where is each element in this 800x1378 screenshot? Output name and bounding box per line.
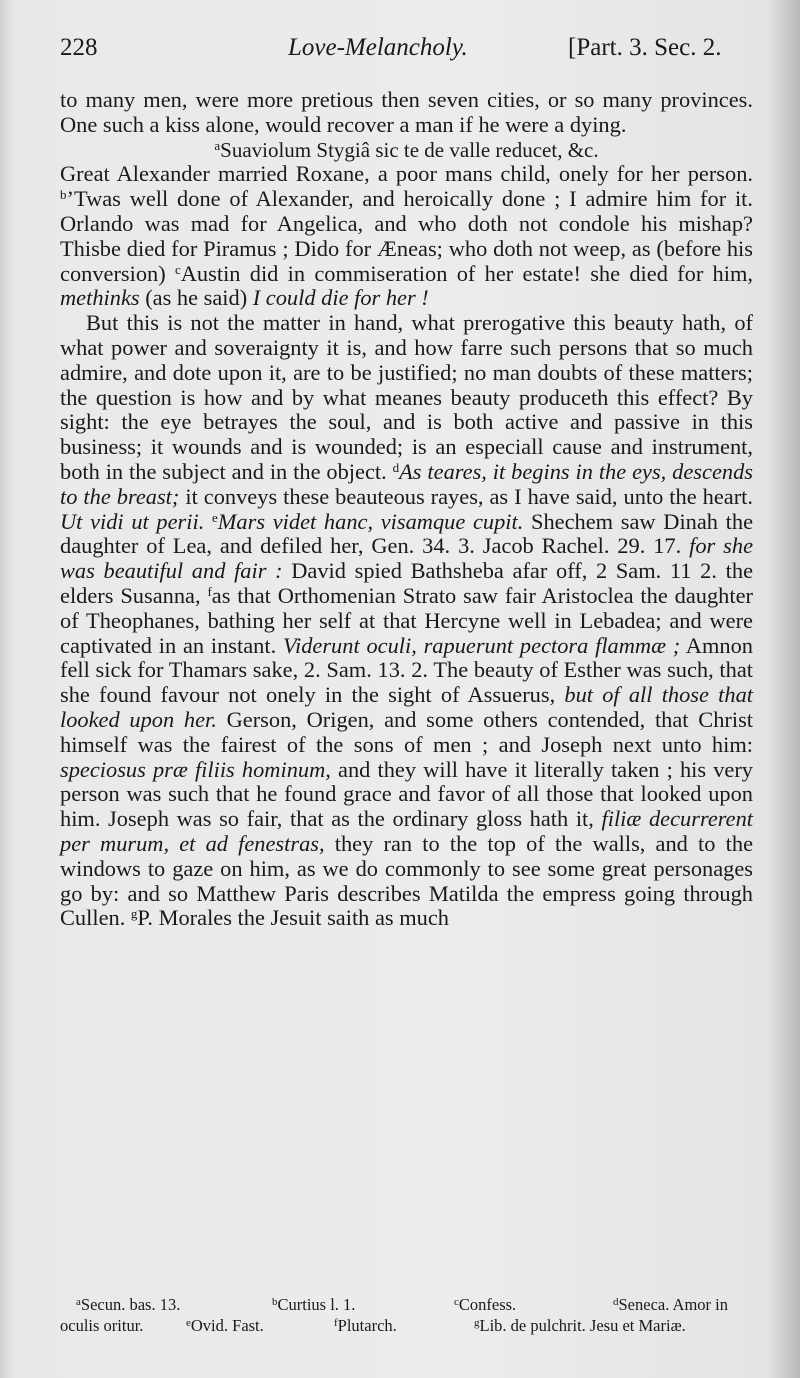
italic-run: Mars videt hanc, visamque cupit. bbox=[217, 508, 524, 534]
footnote-c-text: Confess. bbox=[458, 1295, 517, 1314]
footnote-marker-c: c bbox=[174, 261, 181, 277]
footnote-d-text: Seneca. Amor in bbox=[618, 1295, 729, 1314]
footnote-b bbox=[272, 1294, 355, 1315]
page-number: 228 bbox=[60, 34, 98, 61]
footnote-marker-e: e bbox=[212, 509, 218, 525]
footnote-marker-d: d bbox=[392, 459, 400, 475]
italic-run: methinks bbox=[60, 285, 140, 311]
text-run: Great Alexander married Roxane, a poor mans child, onely for her person. bbox=[60, 161, 753, 187]
footnote-f bbox=[334, 1315, 397, 1336]
text-run bbox=[204, 509, 212, 534]
italic-run: As teares, it begins in the eys, descends to the breast; bbox=[60, 458, 753, 509]
italic-run: Viderunt oculi, rapuerunt pectora flammæ ; bbox=[282, 632, 681, 658]
footnote-d bbox=[613, 1294, 728, 1315]
footnote-b-text: Curtius l. 1. bbox=[277, 1295, 356, 1314]
text-run: But this is not the matter in hand, what prerogative this beauty hath, of what power and soveraignty it is, and how farre such persons that so much admire, and dote upon it, are to be justified; no man doubts of these matters; the question is how and by what meanes beauty produceth this effect? By sight: the eye betrayes the soul, and is both active and passive in this business; it wounds and is wounded; is an especiall cause and instrument, both in the subject and in the object. bbox=[60, 310, 753, 484]
italic-run: for she was beautiful and fair : bbox=[60, 533, 754, 584]
footnote-g bbox=[474, 1315, 686, 1336]
text-run: ’Twas well done of Alexander, and heroically done ; I admire him for it. Orlando was mad for Angelica, and who doth not condole his mishap? Thisbe died for Piramus ; Dido for Æneas; who doth not weep, as (before his conversion) bbox=[60, 186, 753, 286]
italic-run: speciosus præ filiis hominum, bbox=[60, 756, 331, 782]
italic-run: Ut vidi ut perii. bbox=[60, 508, 205, 534]
text-run: they ran to the top of the walls, and to the windows to gaze on him, as we do commonly to see some great personages go by: and so Matthew Paris describes Matilda the empress going through Cullen. bbox=[60, 830, 754, 931]
footnote-f-text: Plutarch. bbox=[337, 1316, 397, 1335]
footnote-d-marker: d bbox=[613, 1296, 619, 1308]
footnote-a bbox=[76, 1294, 180, 1315]
footnote-f-marker: f bbox=[334, 1317, 338, 1329]
text-run: Austin did in commiseration of her estate! she died for him, bbox=[180, 260, 753, 286]
text-run: and they will have it literally taken ; his very person was such that he found grace and favor of all those that looked upon him. Joseph was so fair, that as the ordinary gloss hath it, bbox=[60, 756, 754, 832]
footnote-row bbox=[60, 1315, 760, 1336]
text-run: it conveys these beauteous rayes, as I have said, unto the heart. bbox=[179, 483, 753, 509]
latin-quote bbox=[60, 138, 753, 163]
footnote-marker-f: f bbox=[207, 583, 212, 599]
footnote-marker-g: g bbox=[130, 906, 138, 922]
paragraph-beauty bbox=[60, 311, 753, 931]
footnote-e-marker: e bbox=[186, 1317, 191, 1329]
footnotes bbox=[60, 1294, 760, 1336]
text-run: as that Orthomenian Strato saw fair Aristoclea the daughter of Theophanes, bathing her self at that Hercyne well in Lebadea; and were captivated in an instant. bbox=[60, 582, 753, 658]
footnote-e bbox=[186, 1315, 264, 1336]
italic-run: I could die for her ! bbox=[252, 285, 429, 311]
footnote-b-marker: b bbox=[272, 1296, 278, 1308]
text-run: Shechem saw Dinah the daughter of Lea, and defiled her, Gen. 34. 3. Jacob Rachel. 29. 17. bbox=[60, 508, 754, 559]
footnote-c bbox=[454, 1294, 516, 1315]
italic-run: filiæ decurrerent per murum, et ad fenestras, bbox=[60, 806, 754, 856]
footnote-g-marker: g bbox=[474, 1317, 480, 1329]
text-run: P. Morales the Jesuit saith as much bbox=[137, 905, 449, 931]
footnote-d-continuation: oculis oritur. bbox=[60, 1316, 144, 1335]
latin-quote-text: Suaviolum Stygiâ sic te de valle reducet, &c. bbox=[220, 137, 599, 162]
text-run: (as he said) bbox=[139, 285, 253, 311]
footnote-marker-a: a bbox=[214, 137, 221, 153]
running-header bbox=[60, 34, 760, 74]
footnote-g-text: Lib. de pulchrit. Jesu et Mariæ. bbox=[479, 1316, 686, 1335]
page-body bbox=[60, 88, 753, 931]
footnote-a-marker: a bbox=[76, 1296, 81, 1308]
footnote-a-text: Secun. bas. 13. bbox=[80, 1295, 181, 1314]
running-title: Love-Melancholy. bbox=[288, 34, 468, 61]
text-run: Gerson, Origen, and some others contended, that Christ himself was the fairest of the sons of men ; and Joseph next unto him: bbox=[60, 706, 753, 757]
italic-run: but of all those that looked upon her. bbox=[60, 682, 754, 732]
paragraph-continuation: to many men, were more pretious then seven cities, or so many provinces. One such a kiss alone, would recover a man if he were a dying. bbox=[60, 87, 753, 137]
text-run: David spied Bathsheba afar off, 2 Sam. 11 2. the elders Susanna, bbox=[60, 558, 754, 608]
section-reference: [Part. 3. Sec. 2. bbox=[568, 34, 722, 61]
footnote-row bbox=[60, 1294, 760, 1315]
footnote-c-marker: c bbox=[454, 1296, 459, 1308]
footnote-e-text: Ovid. Fast. bbox=[190, 1316, 264, 1335]
text-run: Amnon fell sick for Thamars sake, 2. Sam. 13. 2. The beauty of Esther was such, that she found favour not onely in the sight of Assuerus, bbox=[60, 632, 753, 708]
paragraph-alexander bbox=[60, 162, 753, 311]
footnote-marker-b: b bbox=[60, 187, 67, 203]
